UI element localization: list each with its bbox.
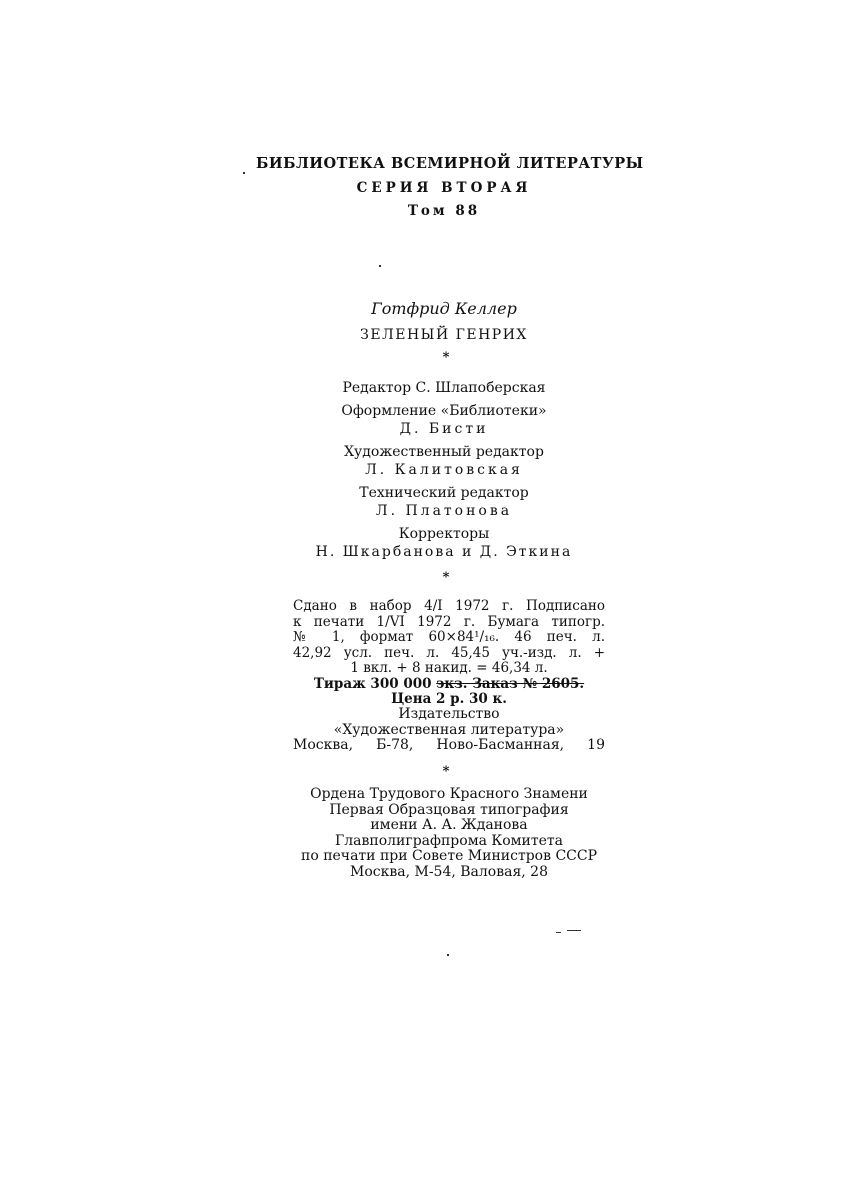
art-editor-name: Л. Калитовская [365,462,523,478]
printer-line: имени А. А. Жданова [370,817,528,833]
printer-block [293,787,605,880]
print-run-line [293,677,605,693]
scan-speck [379,265,381,267]
imprint-line: к печати 1/VI 1972 г. Бумага типогр. [293,613,605,630]
proofreaders-names: Н. Шкарбанова и Д. Эткина [315,544,573,560]
series-label: СЕРИЯ ВТОРАЯ [356,180,532,196]
author-name: Готфрид Келлер [371,299,517,318]
volume-number: Том 88 [407,203,481,219]
price-line: Цена 2 р. 30 к. [391,691,507,707]
publisher-label: Издательство [398,706,500,722]
art-editor-role: Художественный редактор [344,444,544,460]
separator-asterisk: * [442,570,450,585]
scan-speck [243,172,245,174]
imprint-line: 42,92 усл. печ. л. 45,45 уч.-изд. л. + [293,644,605,661]
scan-speck [567,930,581,931]
imprint-line: № 1, формат 60×84¹/₁₆. 46 печ. л. [293,629,605,645]
design-name: Д. Бисти [399,421,489,437]
publisher-block [293,707,605,754]
imprint-line: 1 вкл. + 8 накид. = 46,34 л. [350,660,548,676]
tech-editor-role: Технический редактор [359,485,529,501]
imprint-block [293,599,605,708]
printer-line: Ордена Трудового Красного Знамени [310,786,588,802]
publisher-name: «Художественная литература» [333,721,565,738]
separator-asterisk: * [442,350,450,365]
design-role: Оформление «Библиотеки» [341,403,547,419]
editor-credit: Редактор С. Шлапоберская [342,380,546,396]
order-number-struck: экз. Заказ № 2605. [436,675,585,692]
printer-line: Первая Образцовая типография [329,801,569,818]
tech-editor-name: Л. Платонова [375,503,513,519]
printer-line: по печати при Совете Министров СССР [300,848,597,864]
separator-asterisk: * [442,764,450,779]
printer-line: Главполиграфпрома Комитета [335,832,563,849]
library-title: БИБЛИОТЕКА ВСЕМИРНОЙ ЛИТЕРАТУРЫ [256,155,644,172]
scan-speck [556,932,561,933]
imprint-line: Сдано в набор 4/I 1972 г. Подписано [293,598,605,614]
publisher-address: Москва, Б-78, Ново-Басманная, 19 [293,737,605,753]
book-title: ЗЕЛЕНЫЙ ГЕНРИХ [360,327,528,343]
printer-line: Москва, М-54, Валовая, 28 [350,863,548,880]
print-run: Тираж 300 000 [313,675,437,692]
scan-speck [447,954,449,956]
proofreaders-role: Корректоры [398,526,490,542]
